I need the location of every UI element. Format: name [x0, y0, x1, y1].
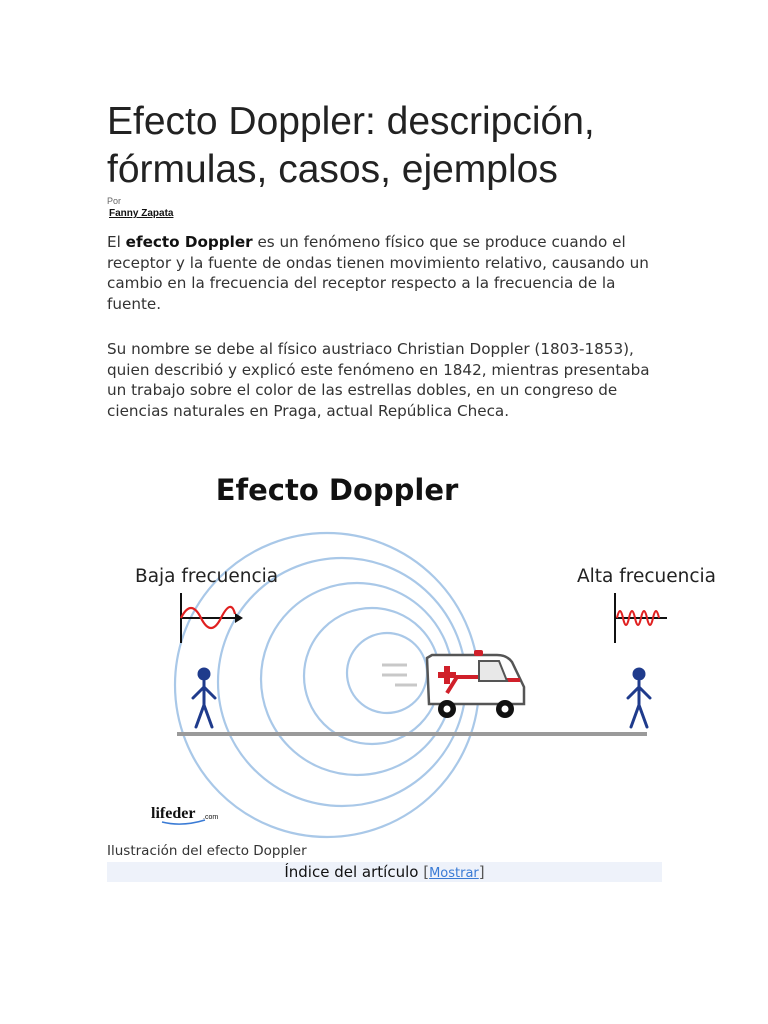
byline-label: Por [107, 196, 122, 206]
toc-open-bracket: [ [423, 863, 430, 881]
svg-text:lifeder: lifeder [151, 805, 196, 822]
toc-close-bracket: ] [478, 863, 485, 881]
figure-heading: Efecto Doppler [215, 473, 459, 507]
high-frequency-wave-icon [615, 593, 667, 643]
person-right-icon [628, 668, 650, 728]
svg-text:.com: .com [203, 814, 219, 821]
ambulance-icon [382, 650, 524, 718]
wave-circle [261, 583, 453, 775]
bold-term: efecto Doppler [125, 233, 253, 251]
intro-paragraph: El efecto Doppler es un fenómeno físico que se produce cuando el receptor y la fuente de ondas tienen movimiento relativo, causando un cambio en la frecuencia del receptor respecto a la frecuencia de la fuente. [107, 233, 649, 313]
person-left-icon [193, 668, 215, 728]
high-frequency-label: Alta frecuencia [577, 566, 717, 587]
author-link[interactable]: Fanny Zapata [109, 208, 174, 219]
toc-show-link[interactable]: Mostrar [429, 866, 479, 881]
wave-circle [347, 633, 427, 713]
article-title: Efecto Doppler: descripción, fórmulas, casos, ejemplos [107, 100, 595, 191]
history-paragraph: Su nombre se debe al físico austriaco Christian Doppler (1803-1853), quien describió y explicó este fenómeno en 1842, mientras presentaba un trabajo sobre el color de las estrellas dobles, en un congreso de ciencias naturales en Praga, actual República Checa. [107, 340, 650, 420]
toc-label: Índice del artículo [284, 863, 419, 881]
low-frequency-wave-icon [181, 593, 243, 643]
doppler-illustration [107, 455, 717, 830]
table-of-contents-bar [107, 862, 662, 882]
low-frequency-label: Baja frecuencia [135, 566, 279, 587]
wave-circle [304, 608, 440, 744]
figure-caption: Ilustración del efecto Doppler [107, 843, 307, 859]
lifeder-logo [151, 805, 218, 824]
